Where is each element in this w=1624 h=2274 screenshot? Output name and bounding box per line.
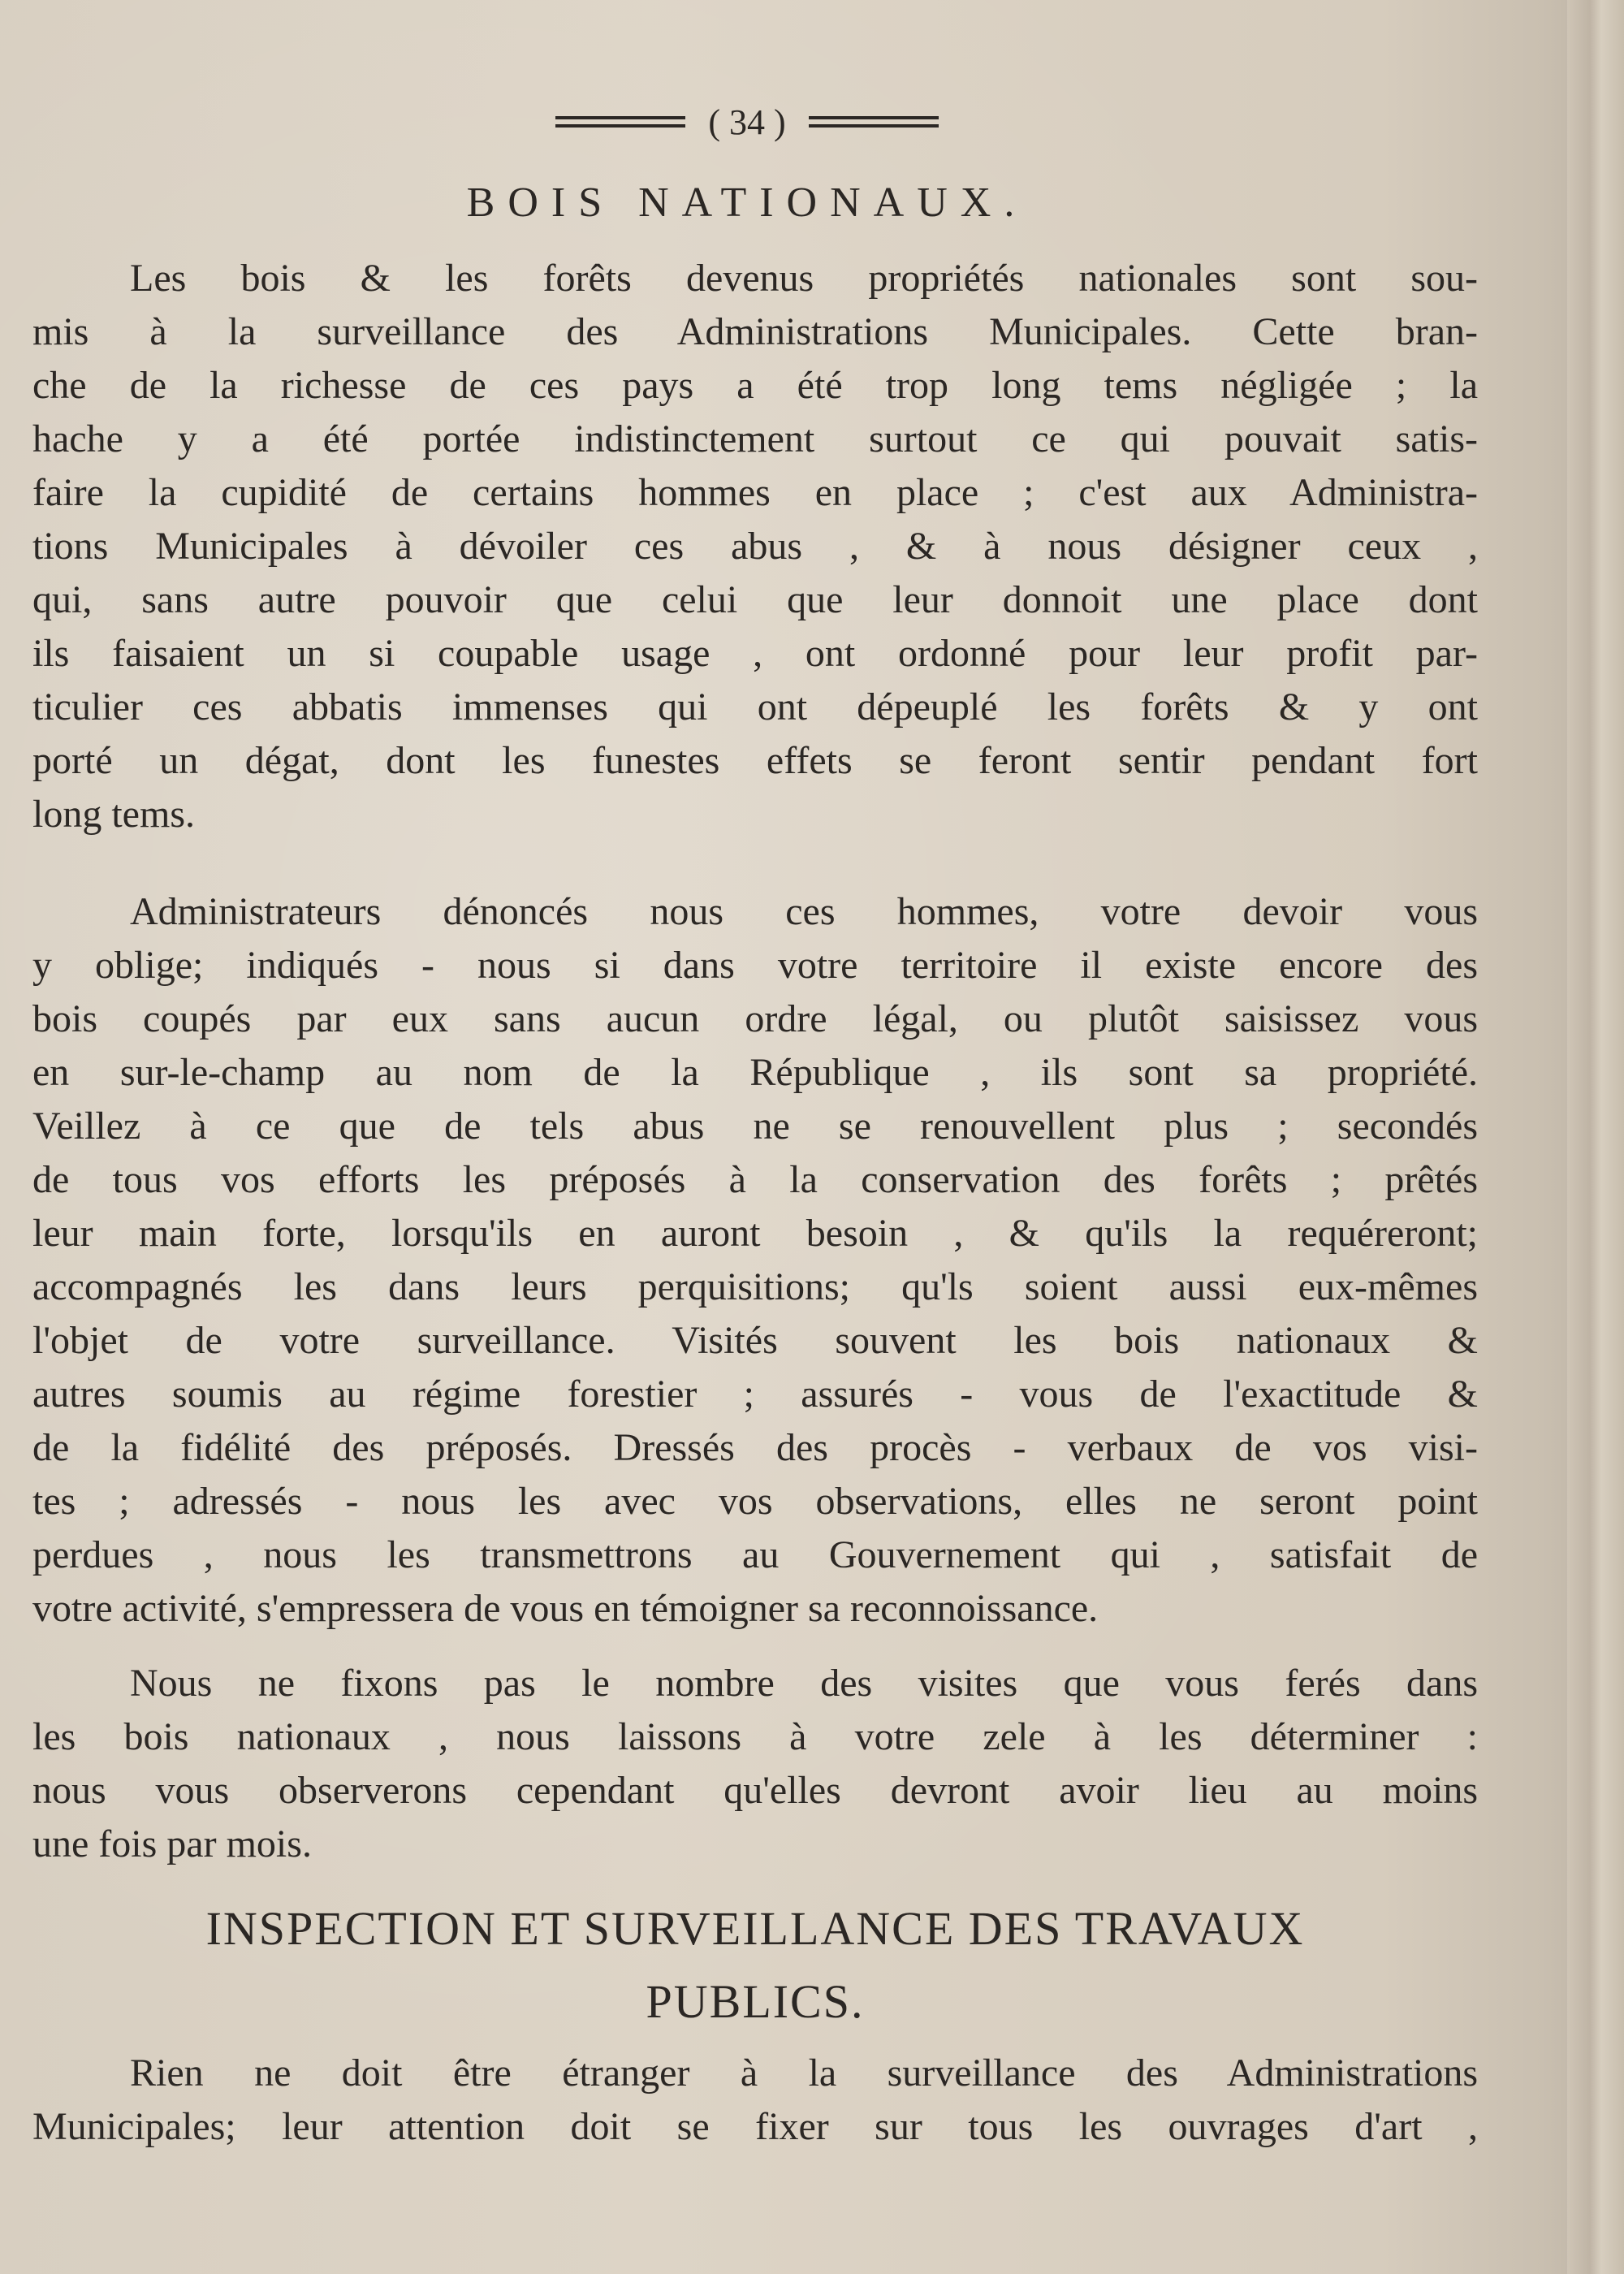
text-line: tions Municipales à dévoiler ces abus , & à nous désigner ceux , xyxy=(32,525,1478,568)
text-line: y oblige; indiqués - nous si dans votre territoire il existe encore des xyxy=(32,944,1478,987)
text-line: Rien ne doit être étranger à la surveillance des Administrations xyxy=(130,2051,1478,2095)
paragraph-1 xyxy=(32,252,1478,841)
text-line: de la fidélité des préposés. Dressés des procès - verbaux de vos visi- xyxy=(32,1426,1478,1469)
text-line: hache y a été portée indistinctement surtout ce qui pouvait satis- xyxy=(32,417,1478,460)
text-line: bois coupés par eux sans aucun ordre légal, ou plutôt saisissez vous xyxy=(32,997,1478,1040)
text-line: mis à la surveillance des Administrations Municipales. Cette bran- xyxy=(32,310,1478,353)
text-line: leur main forte, lorsqu'ils en auront besoin , & qu'ils la requéreront; xyxy=(32,1212,1478,1255)
page-number: ( 34 ) xyxy=(708,102,786,142)
text-line: autres soumis au régime forestier ; assurés - vous de l'exactitude & xyxy=(32,1373,1478,1416)
text-line: Municipales; leur attention doit se fixer sur tous les ouvrages d'art , xyxy=(32,2105,1478,2148)
page-header xyxy=(520,97,974,146)
paragraph-4 xyxy=(32,2047,1478,2154)
text-line: en sur-le-champ au nom de la République , ils sont sa propriété. xyxy=(32,1051,1478,1094)
section-title-inspection xyxy=(32,1892,1478,2038)
text-line: votre activité, s'empressera de vous en témoigner sa reconnoissance. xyxy=(32,1587,1099,1630)
text-line: Nous ne fixons pas le nombre des visites que vous ferés dans xyxy=(130,1662,1478,1705)
text-line: les bois nationaux , nous laissons à votre zele à les déterminer : xyxy=(32,1715,1478,1758)
header-rule-right xyxy=(809,116,939,128)
section-title-bois-nationaux: BOIS NATIONAUX. xyxy=(466,179,1028,226)
text-line: Les bois & les forêts devenus propriétés nationales sont sou- xyxy=(130,257,1478,300)
text-line: l'objet de votre surveillance. Visités souvent les bois nationaux & xyxy=(32,1319,1478,1362)
text-line: Veillez à ce que de tels abus ne se renouvellent plus ; secondés xyxy=(32,1105,1478,1148)
paragraph-2 xyxy=(32,885,1478,1636)
text-line: perdues , nous les transmettrons au Gouvernement qui , satisfait de xyxy=(32,1533,1478,1576)
text-line: ils faisaient un si coupable usage , ont ordonné pour leur profit par- xyxy=(32,632,1478,675)
text-line: porté un dégat, dont les funestes effets se feront sentir pendant fort xyxy=(32,739,1478,782)
paragraph-3 xyxy=(32,1657,1478,1871)
section-title-line-1: INSPECTION ET SURVEILLANCE DES TRAVAUX xyxy=(205,1902,1305,1955)
page-edge xyxy=(1567,0,1624,2274)
text-line: Administrateurs dénoncés nous ces hommes, votre devoir vous xyxy=(130,890,1478,933)
text-line: accompagnés les dans leurs perquisitions; qu'ls soient aussi eux-mêmes xyxy=(32,1265,1478,1308)
text-line: faire la cupidité de certains hommes en place ; c'est aux Administra- xyxy=(32,471,1478,514)
text-line: nous vous observerons cependant qu'elles devront avoir lieu au moins xyxy=(32,1769,1478,1812)
section-title-line-2: PUBLICS. xyxy=(646,1975,865,2028)
text-line: qui, sans autre pouvoir que celui que leur donnoit une place dont xyxy=(32,578,1478,621)
text-line: de tous vos efforts les préposés à la conservation des forêts ; prêtés xyxy=(32,1158,1478,1201)
text-line: tes ; adressés - nous les avec vos observations, elles ne seront point xyxy=(32,1480,1478,1523)
text-line: che de la richesse de ces pays a été trop long tems négligée ; la xyxy=(32,364,1478,407)
text-line: ticulier ces abbatis immenses qui ont dépeuplé les forêts & y ont xyxy=(32,685,1478,728)
header-rule-left xyxy=(555,116,685,128)
text-line: une fois par mois. xyxy=(32,1822,312,1865)
text-line: long tems. xyxy=(32,793,195,836)
